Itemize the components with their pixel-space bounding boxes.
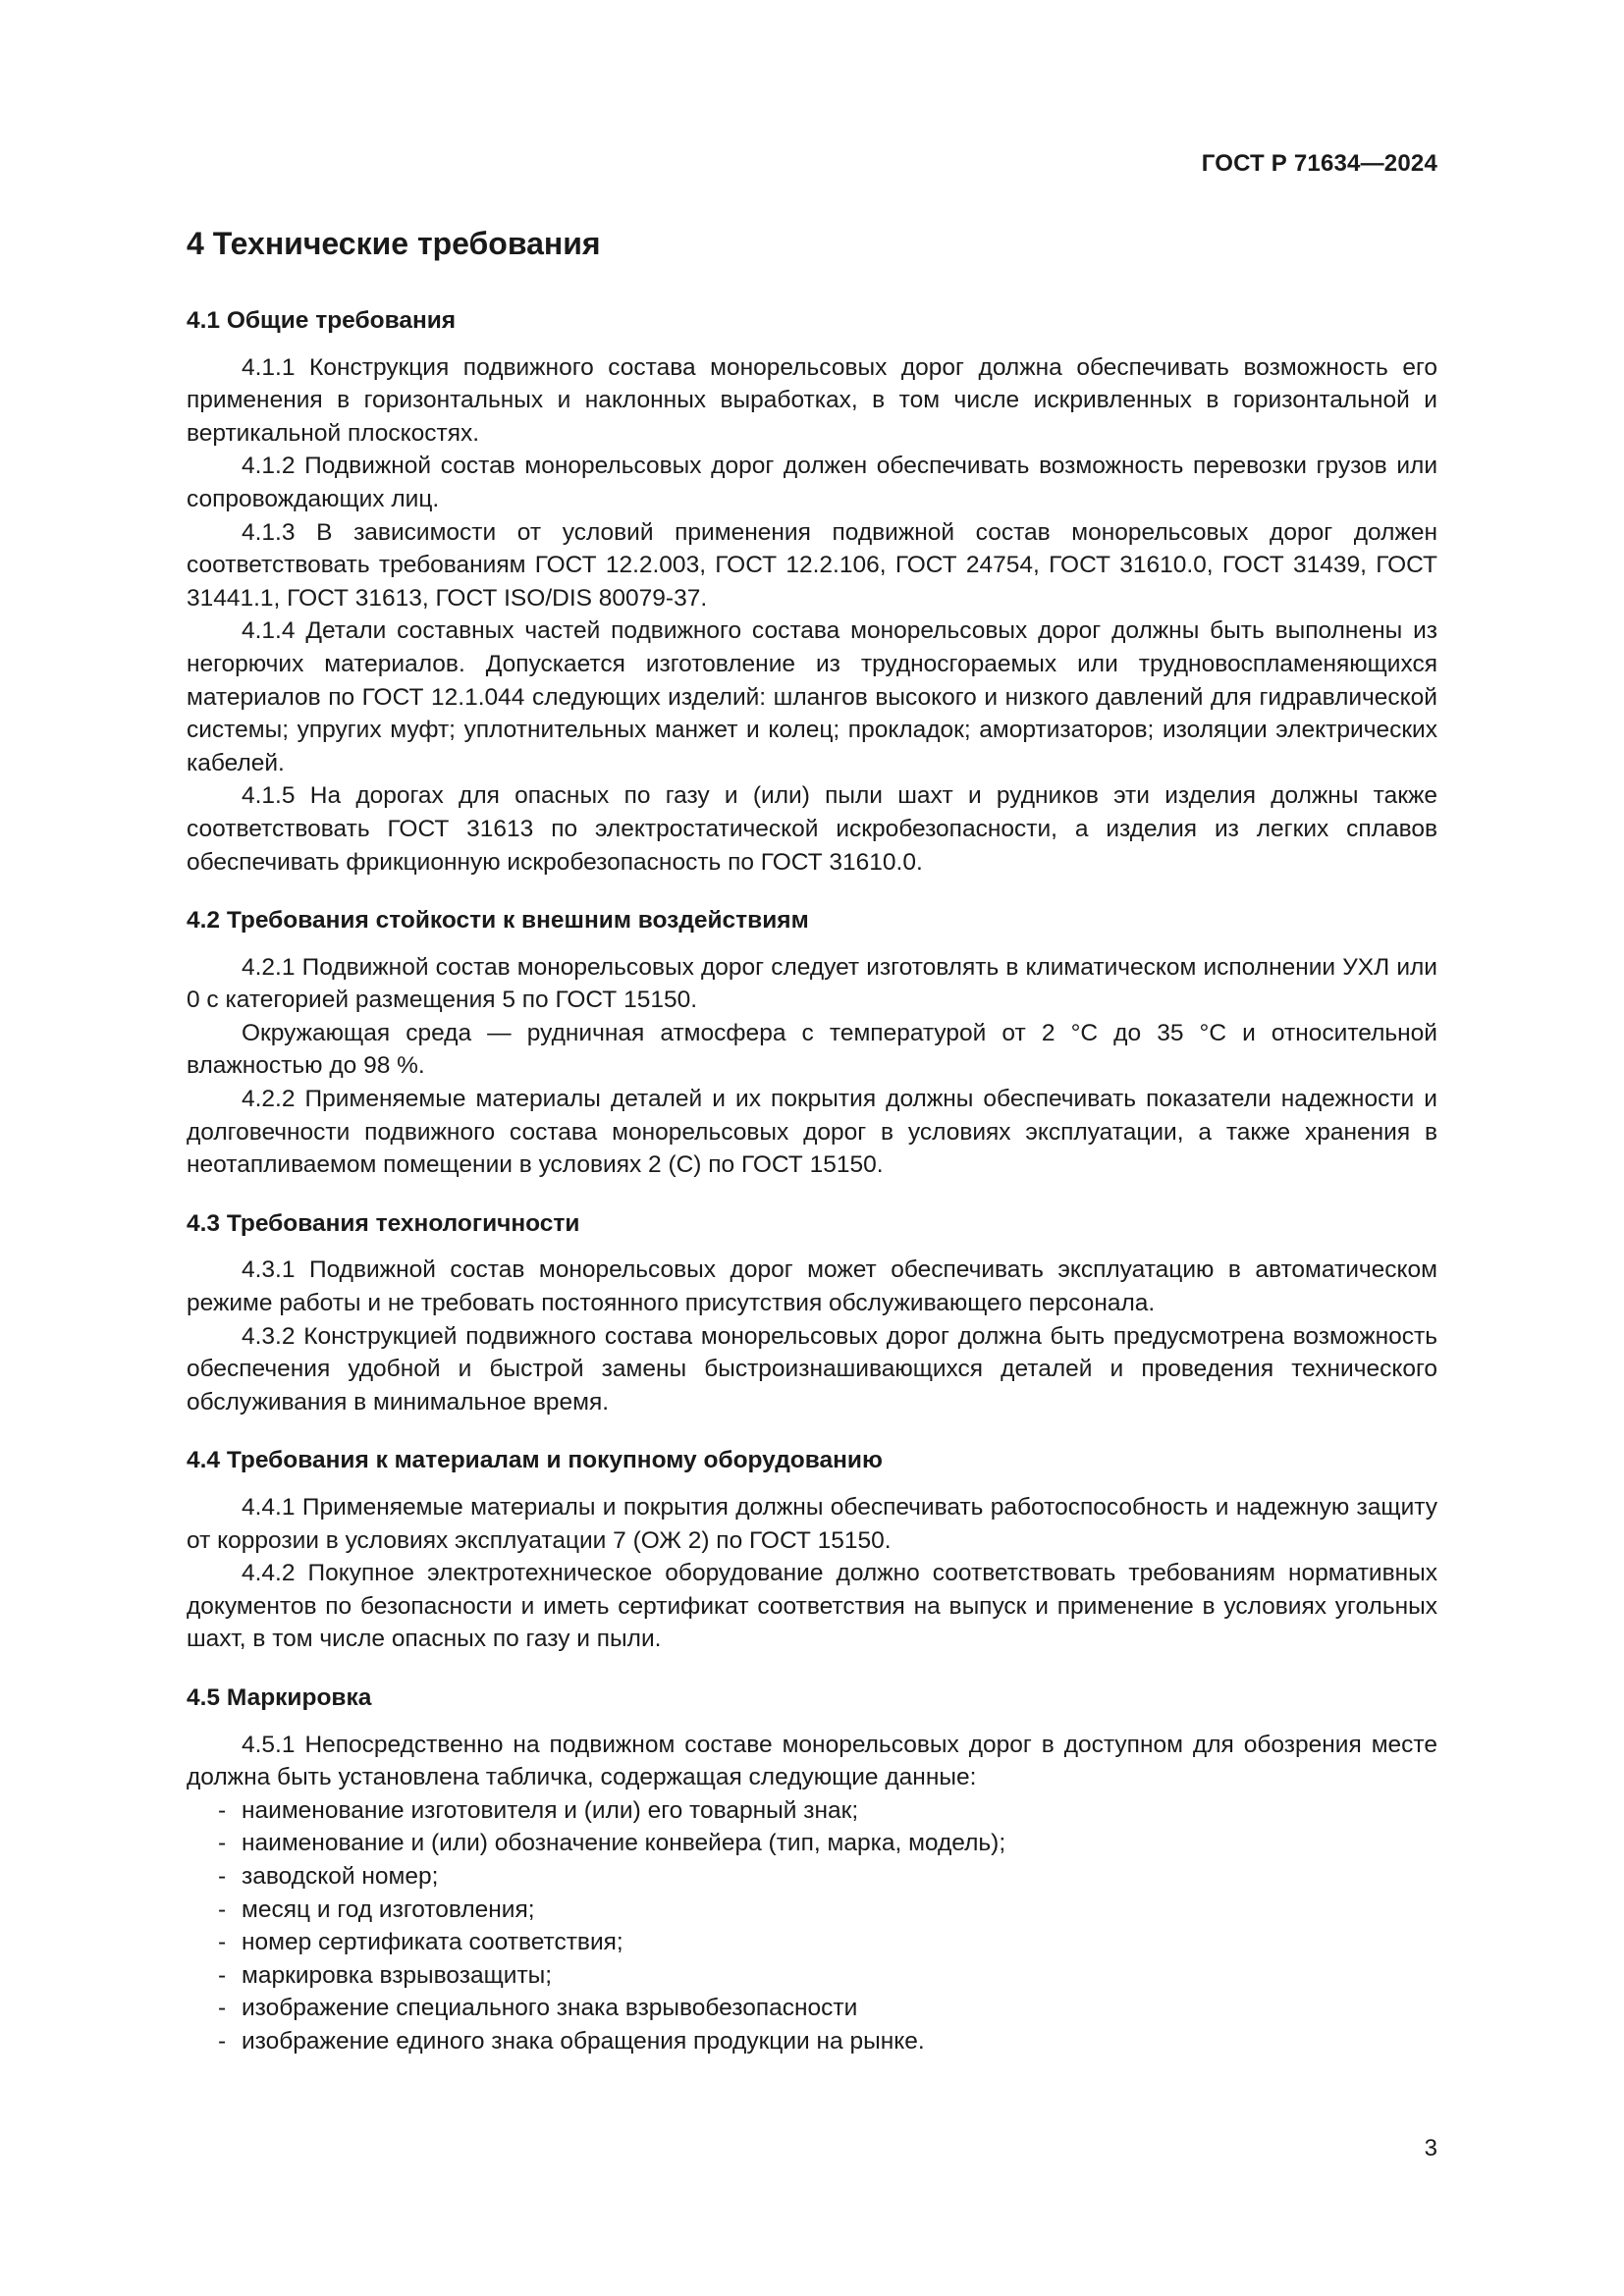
section-title: 4 Технические требования — [187, 226, 601, 261]
list-marker: - — [218, 1830, 227, 1857]
list-item — [187, 1860, 1437, 1894]
subsection-4-5 — [187, 1682, 1437, 2058]
list-item-text: изображение единого знака обращения продукции на рынке. — [242, 2027, 925, 2055]
paragraph-4-4-1: 4.4.1 Применяемые материалы и покрытия должны обеспечивать работоспособность и надежную защиту от коррозии в условиях эксплуатации 7 (ОЖ 2) по ГОСТ 15150. — [187, 1494, 1437, 1554]
marking-data-list — [187, 1794, 1437, 2058]
paragraph-4-1-2: 4.1.2 Подвижной состав монорельсовых дорог должен обеспечивать возможность перевозки грузов или сопровождающих лиц. — [187, 453, 1437, 512]
list-item — [187, 1794, 1437, 1828]
standard-code: ГОСТ Р 71634—2024 — [1201, 150, 1437, 177]
subsection-title: 4.2 Требования стойкости к внешним воздействиям — [187, 907, 809, 934]
subsection-4-2 — [187, 904, 1437, 1182]
list-item — [187, 1926, 1437, 1959]
list-item-text: номер сертификата соответствия; — [242, 1929, 623, 1956]
subsection-title: 4.3 Требования технологичности — [187, 1209, 580, 1237]
subsection-title: 4.1 Общие требования — [187, 307, 457, 334]
list-item — [187, 1959, 1437, 1993]
subsection-title: 4.5 Маркировка — [187, 1683, 372, 1711]
paragraph-4-5-1: 4.5.1 Непосредственно на подвижном составе монорельсовых дорог в доступном для обозрения месте должна быть установлена табличка, содержащая следующие данные: — [187, 1731, 1437, 1791]
list-marker: - — [218, 1896, 227, 1923]
list-item-text: наименование и (или) обозначение конвейера (тип, марка, модель); — [242, 1830, 1006, 1857]
list-marker: - — [218, 1796, 227, 1824]
paragraph-4-4-2: 4.4.2 Покупное электротехническое оборудование должно соответствовать требованиям нормативных документов по безопасности и иметь сертификат соответствия на выпуск и применение в условиях угольных шахт, в том числе опасных по газу и пыли. — [187, 1560, 1437, 1653]
list-item — [187, 1992, 1437, 2025]
list-marker: - — [218, 1862, 227, 1890]
list-item-text: наименование изготовителя и (или) его товарный знак; — [242, 1796, 859, 1824]
paragraph-4-1-3: 4.1.3 В зависимости от условий применения подвижной состав монорельсовых дорог должен соответствовать требованиям ГОСТ 12.2.003, ГОСТ 12.2.106, ГОСТ 24754, ГОСТ 31610.0, ГОСТ 31439, ГОСТ 31441.1, ГОСТ 31613, ГОСТ ISO/DIS 80079-37. — [187, 518, 1437, 612]
paragraph-4-3-2: 4.3.2 Конструкцией подвижного состава монорельсовых дорог должна быть предусмотрена возможность обеспечения удобной и быстрой замены быстроизнашивающихся деталей и проведения технического обслуживания в минимальное время. — [187, 1322, 1437, 1415]
subsection-4-3 — [187, 1207, 1437, 1419]
list-item-text: месяц и год изготовления; — [242, 1896, 535, 1923]
list-item — [187, 1894, 1437, 1927]
list-marker: - — [218, 1961, 227, 1989]
document-content — [187, 224, 1437, 2058]
list-item — [187, 2025, 1437, 2058]
list-marker: - — [218, 1995, 227, 2022]
list-marker: - — [218, 2027, 227, 2055]
subsection-4-4 — [187, 1444, 1437, 1656]
list-item-text: изображение специального знака взрывобезопасности — [242, 1995, 858, 2022]
list-marker: - — [218, 1929, 227, 1956]
page-number: 3 — [1424, 2135, 1437, 2162]
list-item-text: заводской номер; — [242, 1862, 439, 1890]
paragraph-environment: Окружающая среда — рудничная атмосфера с температурой от 2 °C до 35 °C и относительной влажностью до 98 %. — [187, 1019, 1437, 1080]
paragraph-4-2-1: 4.2.1 Подвижной состав монорельсовых дорог следует изготовлять в климатическом исполнении УХЛ или 0 с категорией размещения 5 по ГОСТ 15150. — [187, 953, 1437, 1014]
subsection-title: 4.4 Требования к материалам и покупному оборудованию — [187, 1447, 883, 1474]
list-item-text: маркировка взрывозащиты; — [242, 1961, 553, 1989]
paragraph-4-2-2: 4.2.2 Применяемые материалы деталей и их покрытия должны обеспечивать показатели надежности и долговечности подвижного состава монорельсовых дорог в условиях эксплуатации, а также хранения в неотапливаемом помещении в условиях 2 (С) по ГОСТ 15150. — [187, 1086, 1437, 1179]
paragraph-4-1-4: 4.1.4 Детали составных частей подвижного состава монорельсовых дорог должны быть выполнены из негорючих материалов. Допускается изготовление из трудносгораемых или трудновоспламеняющихся материалов по ГОСТ 12.1.044 следующих изделий: шлангов высокого и низкого давлений для гидравлической системы; упругих муфт; уплотнительных манжет и колец; прокладок; амортизаторов; изоляции электрических кабелей. — [187, 617, 1437, 776]
paragraph-4-1-1: 4.1.1 Конструкция подвижного состава монорельсовых дорог должна обеспечивать возможность его применения в горизонтальных и наклонных выработках, в том числе искривленных в горизонтальной и вертикальной плоскостях. — [187, 353, 1437, 447]
subsection-4-1 — [187, 304, 1437, 879]
list-item — [187, 1827, 1437, 1860]
paragraph-4-1-5: 4.1.5 На дорогах для опасных по газу и (или) пыли шахт и рудников эти изделия должны также соответствовать ГОСТ 31613 по электростатической искробезопасности, а изделия из легких сплавов обеспечивать фрикционную искробезопасность по ГОСТ 31610.0. — [187, 782, 1437, 876]
paragraph-4-3-1: 4.3.1 Подвижной состав монорельсовых дорог может обеспечивать эксплуатацию в автоматическом режиме работы и не требовать постоянного присутствия обслуживающего персонала. — [187, 1256, 1437, 1317]
